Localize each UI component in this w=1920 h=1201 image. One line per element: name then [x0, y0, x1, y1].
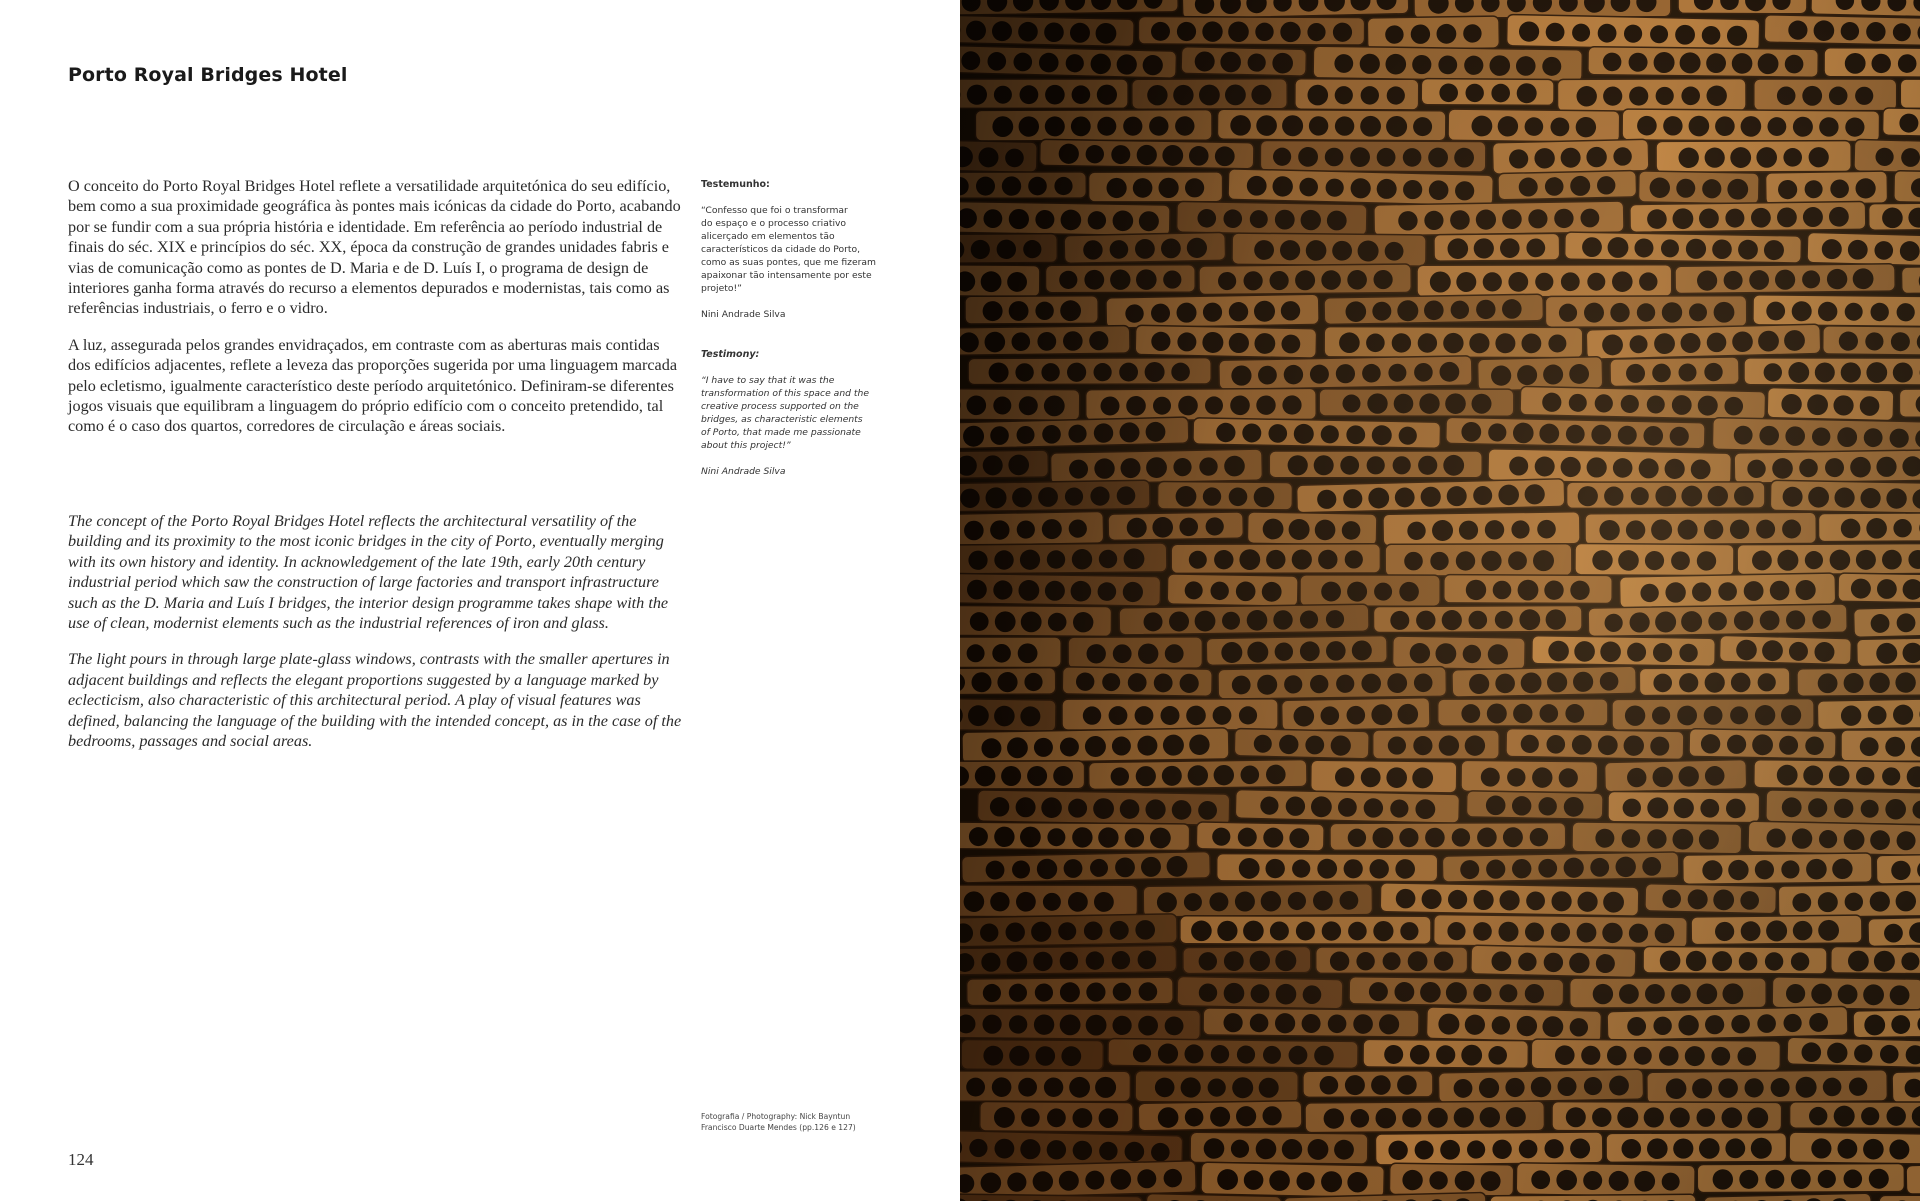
paragraph-pt-1: O conceito do Porto Royal Bridges Hotel reflete a versatilidade arquitetónica do seu edifício, bem como a sua proximidade geográfica às pontes mais icónicas da cidade do Porto, acabando por se fundir com a sua própria história e identidade. Em referência ao período industrial de finais do séc. XIX e princípios do séc. XX, época da construção de grandes unidades fabris e vias de comunicação como as pontes de D. Maria e de D. Luís I, o programa de design de interiores ganha forma através do recurso a elementos depurados e modernistas, tais como as referências industriais, o ferro e o vidro. [68, 177, 681, 318]
paragraph-pt-2: A luz, assegurada pelos grandes envidraçados, em contraste com as aberturas mais contidas dos edifícios adjacentes, reflete a leveza das proporções sugerida por uma linguagem marcada pelo ecletismo, igualmente característico deste período arquitetónico. Definiram-se diferentes jogos visuais que equilibram a linguagem do próprio edifício com o conceito pretendido, tal como é o caso dos quartos, corredores de circulação e áreas sociais. [68, 335, 678, 436]
photo-light-overlay [960, 0, 1920, 1201]
testimony-pt [701, 179, 891, 320]
portuguese-text [68, 176, 682, 453]
page-title: Porto Royal Bridges Hotel [68, 64, 348, 86]
testimony-pt-heading: Testemunho: [701, 179, 770, 190]
page-number: 124 [68, 1150, 94, 1169]
paragraph-en-1: The concept of the Porto Royal Bridges Hotel reflects the architectural versatility of the building and its proximity to the most iconic bridges in the city of Porto, eventually merging with its own history and identity. In acknowledgement of the late 19th, early 20th century industrial period which saw the construction of large factories and transport infrastructure such as the D. Maria and Luís I bridges, the interior design programme takes shape with the use of clean, modernist elements such as the industrial references of iron and glass. [68, 512, 669, 633]
english-text [68, 511, 682, 767]
testimony-en [701, 349, 891, 477]
testimony-pt-quote: “Confesso que foi o transformar do espaço e o processo criativo alicerçado em elementos tão característicos da cidade do Porto, como as suas pontes, que me fizeram apaixonar tão intensamente por este projeto!” [701, 205, 876, 294]
testimony-en-author: Nini Andrade Silva [701, 466, 786, 477]
testimony-pt-author: Nini Andrade Silva [701, 309, 786, 320]
paragraph-en-2: The light pours in through large plate-glass windows, contrasts with the smaller apertures in adjacent buildings and reflects the elegant proportions suggested by a language marked by eclecticism, also characteristic of this architectural period. A play of visual features was defined, balancing the language of the building with the intended concept, as in the case of the bedrooms, passages and social areas. [68, 650, 682, 751]
cork-photo [960, 0, 1920, 1201]
testimony-en-quote: “I have to say that it was the transformation of this space and the creative process supported on the bridges, as characteristic elements of Porto, that made me passionate about this project!” [701, 375, 869, 451]
testimony-en-heading: Testimony: [701, 349, 760, 360]
photo-credit: Fotografia / Photography: Nick Bayntun Francisco Duarte Mendes (pp.126 e 127) [701, 1112, 856, 1132]
cork-photo-image [960, 0, 1920, 1201]
